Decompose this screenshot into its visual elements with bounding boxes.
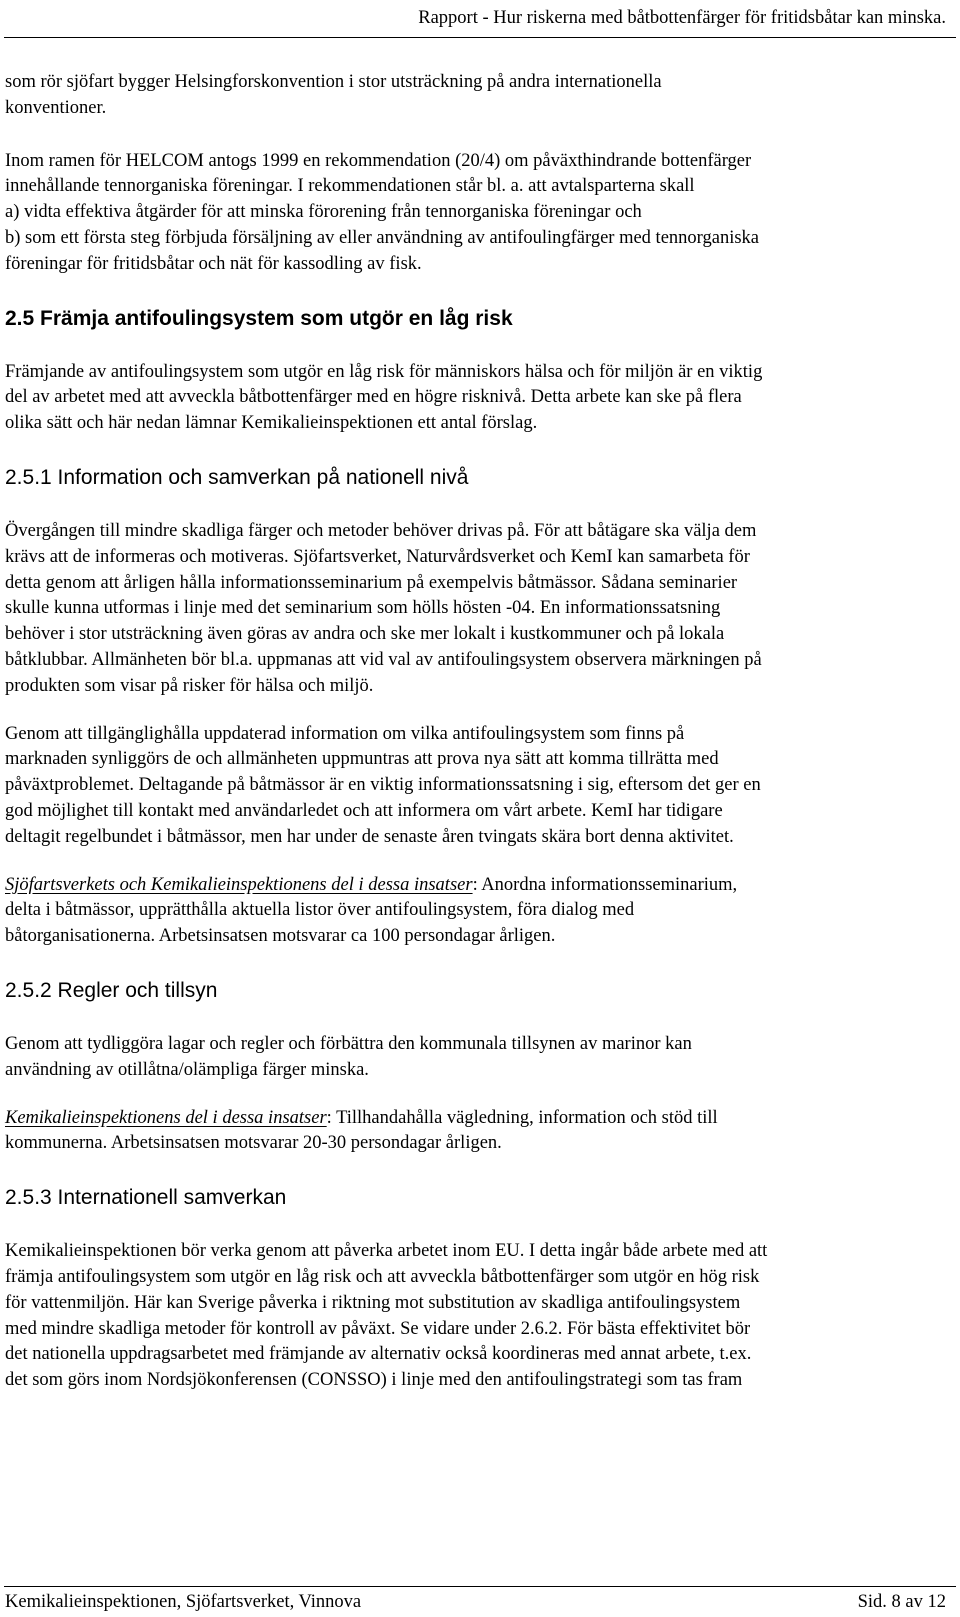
paragraph-helcom: Inom ramen för HELCOM antogs 1999 en rekommendation (20/4) om påväxthindrande bottenfärger innehållande tennorganiska föreningar. I rekommendationen står bl. a. att avtalsparterna skall a) vidta effektiva åtgärder för att minska förorening från tennorganiska föreningar och b) som ett första steg förbjuda försäljning av eller användning av antifoulingfärger med tennorganiska föreningar för fritidsbåtar och nät för kassodling av fisk. [5, 150, 760, 274]
section-heading-2-5-3: 2.5.3 Internationell samverkan [5, 1186, 287, 1210]
section-heading-2-5-2: 2.5.2 Regler och tillsyn [5, 978, 218, 1002]
insats-label: Sjöfartsverkets och Kemikalieinspektionens del i dessa insatser [5, 874, 473, 895]
paragraph-framjande: Främjande av antifoulingsystem som utgör en låg risk för människors hälsa och för miljön är en viktig del av arbetet med att avveckla båtbottenfärger med en högre risknivå. Detta arbete kan ske på flera olika sätt och här nedan lämnar Kemikalieinspektionen ett antal förslag. [5, 361, 763, 434]
paragraph-tillganglighalla: Genom att tillgänglighålla uppdaterad information om vilka antifoulingsystem som finns på marknaden synliggörs de och allmänheten uppmuntras att prova nya sätt att komma tillrätta med påväxtproblemet. Deltagande på båtmässor är en viktig informationssatsning i sig, eftersom det ger en god möjlighet till kontakt med användarledet och att informera om vårt arbete. KemI har tidigare deltagit regelbundet i båtmässor, men har under de senaste åren tvingats skära bort denna aktivitet. [5, 723, 761, 847]
paragraph-sjofartsverkets-insats [5, 873, 955, 950]
paragraph-eu: Kemikalieinspektionen bör verka genom att påverka arbetet inom EU. I detta ingår både arbete med att främja antifoulingsystem som utgör en låg risk och att avveckla båtbottenfärger som utgör en hög risk för vattenmiljön. Här kan Sverige påverka i riktning mot substitution av skadliga antifoulingsystem med mindre skadliga metoder för kontroll av påväxt. Se vidare under 2.6.2. För bästa effektivitet bör det nationella uppdragsarbetet med främjande av alternativ också koordineras med annat arbete, t.ex. det som görs inom Nordsjökonferensen (CONSSO) i linje med den antifoulingstrategi som tas fram [5, 1241, 768, 1391]
footer-rule [4, 1586, 956, 1587]
page-number: Sid. 8 av 12 [857, 1592, 946, 1612]
insats-text: : Anordna informationsseminarium, delta i båtmässor, upprätthålla aktuella listor över antifoulingsystem, föra dialog med båtorganisationerna. Arbetsinsatsen motsvarar ca 100 persondagar årligen. [5, 874, 738, 947]
insats-label: Kemikalieinspektionens del i dessa insatser [5, 1107, 327, 1128]
document-body [5, 70, 955, 1421]
header-rule [4, 37, 956, 38]
section-heading-2-5-1: 2.5.1 Information och samverkan på nationell nivå [5, 465, 469, 489]
page-header: Rapport - Hur riskerna med båtbottenfärger för fritidsbåtar kan minska. [418, 8, 946, 28]
footer-organizations: Kemikalieinspektionen, Sjöfartsverket, Vinnova [5, 1592, 362, 1612]
paragraph-kemi-insats [5, 1106, 955, 1158]
insats-text: : Tillhandahålla vägledning, information och stöd till kommunerna. Arbetsinsatsen motsvarar 20-30 persondagar årligen. [5, 1107, 718, 1154]
paragraph-helsingfors: som rör sjöfart bygger Helsingforskonvention i stor utsträckning på andra internationella konventioner. [5, 72, 662, 118]
section-heading-2-5: 2.5 Främja antifoulingsystem som utgör en låg risk [5, 306, 513, 330]
paragraph-tydliggora: Genom att tydliggöra lagar och regler och förbättra den kommunala tillsynen av marinor kan användning av otillåtna/olämpliga färger minska. [5, 1033, 692, 1080]
paragraph-overgangen: Övergången till mindre skadliga färger och metoder behöver drivas på. För att båtägare ska välja dem krävs att de informeras och motiveras. Sjöfartsverket, Naturvårdsverket och KemI kan samarbeta för detta genom att årligen hålla informationsseminarium på exempelvis båtmässor. Sådana seminarier skulle kunna utformas i linje med det seminarium som hölls hösten -04. En informationssatsning behöver i stor utsträckning även göras av andra och ske mer lokalt i kustkommuner och på lokala båtklubbar. Allmänheten bör bl.a. uppmanas att vid val av antifoulingsystem observera märkningen på produkten som visar på risker för hälsa och miljö. [5, 520, 762, 696]
